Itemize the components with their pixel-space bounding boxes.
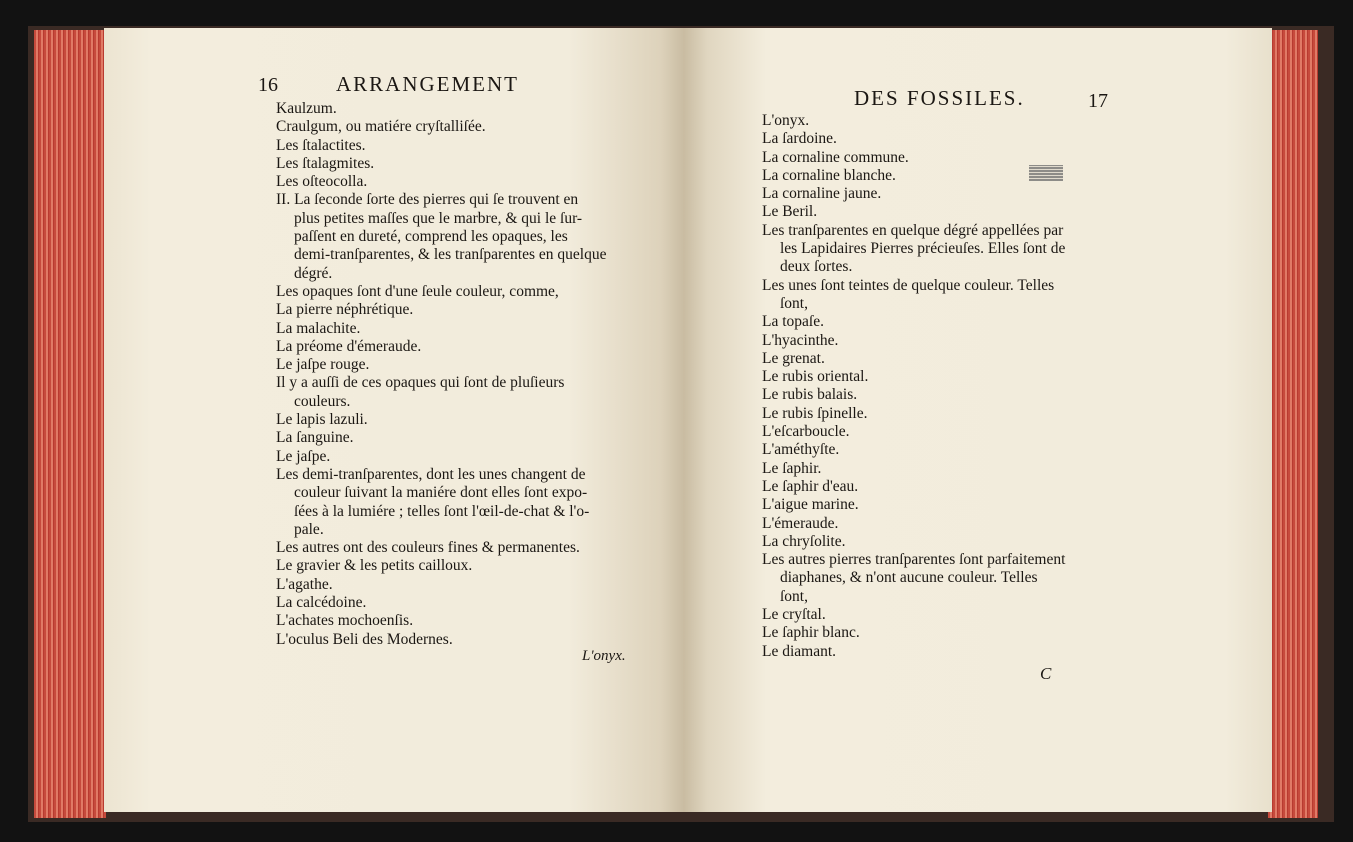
running-head: DES FOSSILES. [854,86,1025,110]
text-line: L'améthyſte. [762,441,840,459]
text-line: demi-tranſparentes, & les tranſparentes en quelque [294,246,607,264]
right-page-edges [1268,30,1318,818]
text-line: Il y a auſſi de ces opaques qui ſont de pluſieurs [276,374,565,392]
text-line: La cornaline commune. [762,148,909,166]
library-stamp [1029,165,1063,181]
text-line: Le jaſpe rouge. [276,356,370,374]
text-line: L'achates mochoenſis. [276,612,414,630]
text-line: pale. [294,520,324,538]
text-line: L'agathe. [276,575,333,593]
text-line: Le jaſpe. [276,447,331,465]
text-line: Le grenat. [762,349,825,367]
text-line: dégré. [294,264,333,282]
text-line: couleur ſuivant la maniére dont elles ſont expo- [294,484,588,502]
text-line: Les ſtalactites. [276,136,366,154]
text-line: Le cryſtal. [762,606,826,624]
text-line: Le diamant. [762,642,837,660]
left-text-block [276,100,671,649]
signature-mark: C [1040,664,1052,683]
text-line: Craulgum, ou matiére cryſtalliſée. [276,118,486,136]
text-line: paſſent en dureté, comprend les opaques, les [294,228,568,246]
running-head: ARRANGEMENT [336,72,519,96]
catchword: L'onyx. [582,648,626,664]
text-line: ſées à la lumiére ; telles ſont l'œil-de-chat & l'o- [294,502,590,520]
text-line: Le gravier & les petits cailloux. [276,557,473,575]
text-line: ſont, [780,587,808,605]
page-number: 16 [258,74,278,96]
text-line: Le rubis oriental. [762,368,869,386]
right-page [684,28,1272,812]
text-line: La pierre néphrétique. [276,301,414,319]
left-page [104,28,684,812]
text-line: Les tranſparentes en quelque dégré appellées par [762,221,1064,239]
text-line: Le rubis ſpinelle. [762,404,868,422]
text-line: Les autres ont des couleurs fines & permanentes. [276,539,580,557]
text-line: La malachite. [276,319,361,337]
text-line: L'onyx. [762,112,810,129]
text-line: II. La ſeconde ſorte des pierres qui ſe trouvent en [276,191,579,209]
text-line: La topaſe. [762,313,824,331]
text-line: Les unes ſont teintes de quelque couleur. Telles [762,276,1055,294]
text-line: Le Beril. [762,203,818,221]
text-line: plus petites maſſes que le marbre, & qui le ſur- [294,209,583,227]
text-line: La cornaline blanche. [762,166,896,184]
text-line: L'aigue marine. [762,496,859,514]
text-line: deux ſortes. [780,258,853,276]
text-line: L'hyacinthe. [762,331,839,349]
text-line: L'émeraude. [762,514,839,532]
text-line: Le ſaphir. [762,459,822,477]
text-line: ſont, [780,294,808,312]
text-line: Les autres pierres tranſparentes ſont parfaitement [762,551,1066,569]
text-line: couleurs. [294,392,351,410]
text-line: La ſardoine. [762,130,837,148]
text-line: Les ſtalagmites. [276,154,375,172]
left-page-edges [34,30,106,818]
text-line: Les opaques ſont d'une ſeule couleur, comme, [276,282,559,300]
text-line: La cornaline jaune. [762,185,882,203]
text-line: Le ſaphir blanc. [762,624,860,642]
text-line: L'oculus Beli des Modernes. [276,630,453,648]
text-line: Le lapis lazuli. [276,411,368,429]
text-line: La calcédoine. [276,594,367,612]
text-line: L'eſcarboucle. [762,423,850,441]
text-line: les Lapidaires Pierres précieuſes. Elles ſont de [780,240,1066,258]
text-line: diaphanes, & n'ont aucune couleur. Telles [780,569,1038,587]
text-line: Le rubis balais. [762,386,858,404]
text-line: La chryſolite. [762,532,846,550]
text-line: Kaulzum. [276,100,337,117]
text-line: Le ſaphir d'eau. [762,477,859,495]
text-line: La ſanguine. [276,429,354,447]
text-line: Les demi-tranſparentes, dont les unes changent de [276,465,586,483]
text-line: La préome d'émeraude. [276,337,422,355]
page-number: 17 [1088,90,1108,112]
text-line: Les oſteocolla. [276,173,368,191]
right-text-block [762,112,1170,661]
